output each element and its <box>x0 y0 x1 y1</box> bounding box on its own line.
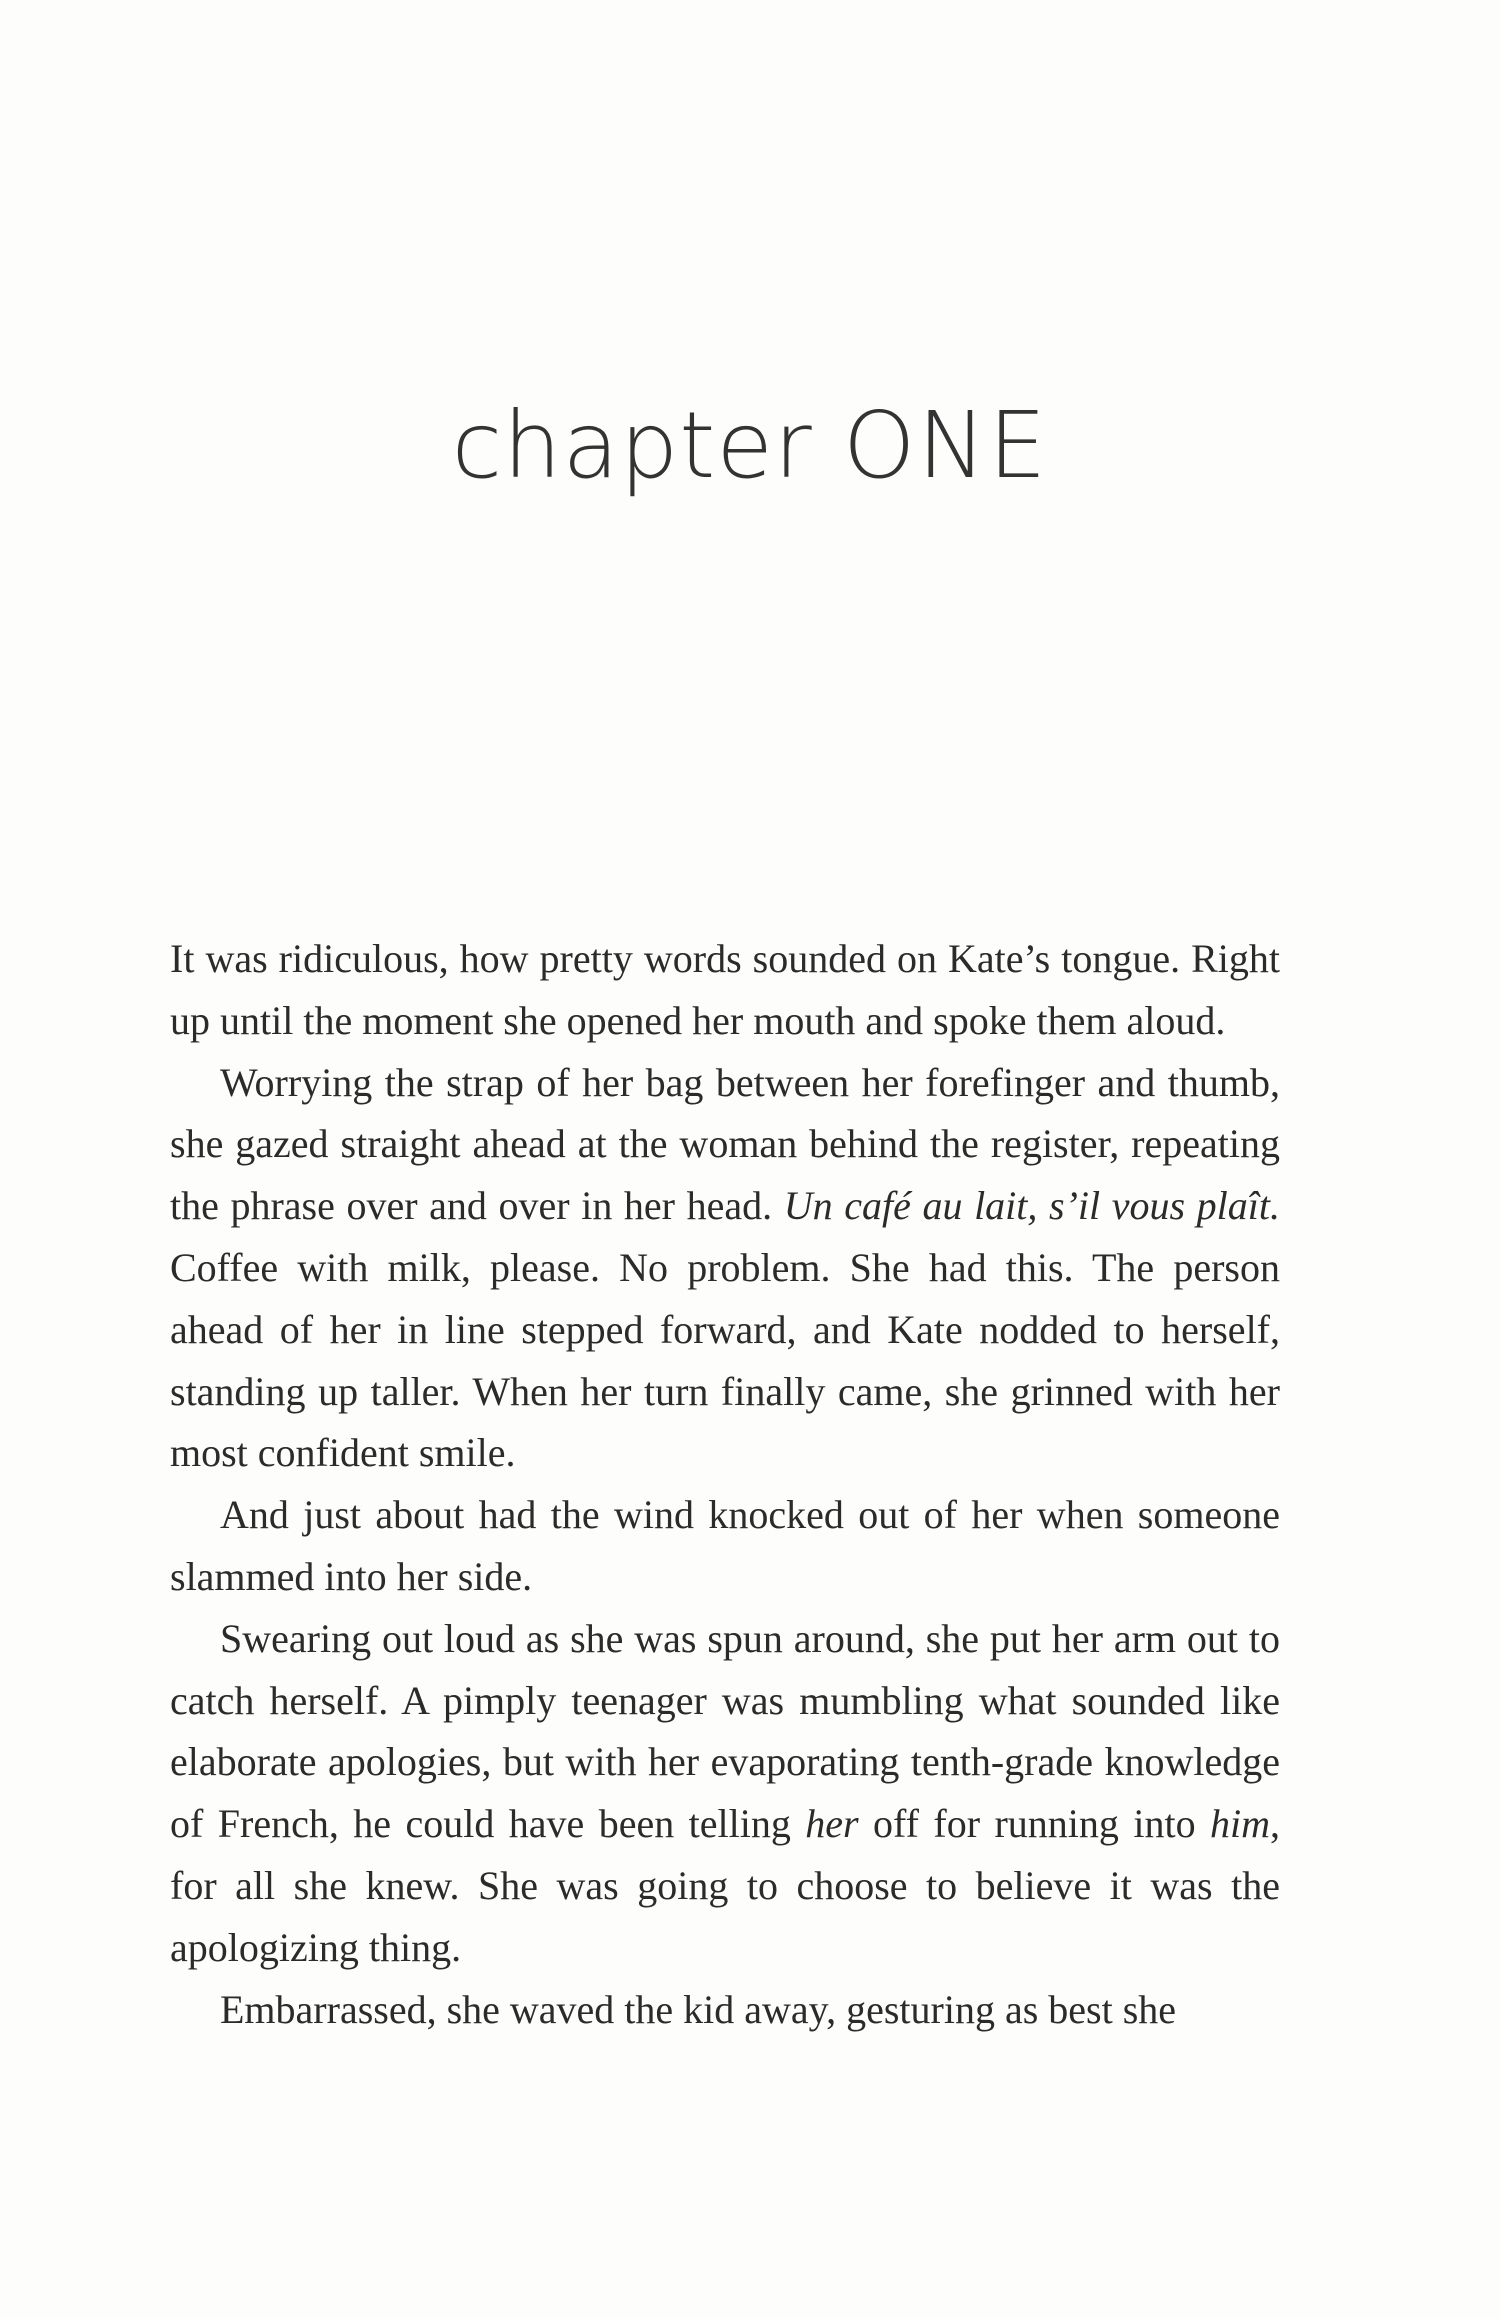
paragraph-4-text-c: , for all she knew. She was going to choose to believe it was the apologizing thing. <box>170 1801 1280 1970</box>
paragraph-4-text-a: Swearing out loud as she was spun around, she put her arm out to catch herself. A pimply teenager was mumbling what sounded like elaborate apologies, but with her evaporating tenth-grade knowledge of French, he could have been telling <box>170 1615 1280 1847</box>
paragraph-4-italic-him: him <box>1210 1801 1270 1847</box>
chapter-number: ONE <box>843 392 1049 499</box>
paragraph-3-text: And just about had the wind knocked out of her when someone slammed into her side. <box>170 1492 1280 1599</box>
paragraph-2-text-a: Worrying the strap of her bag between her forefinger and thumb, she gazed straight ahead at the woman behind the register, repeating the phrase over and over in her head. <box>170 1059 1280 1229</box>
paragraph-4-text-b: off for running into <box>858 1801 1210 1847</box>
paragraph-1 <box>170 928 1280 1052</box>
chapter-prefix: chapter <box>451 392 813 499</box>
paragraph-5-text: Embarrassed, she waved the kid away, gesturing as best she <box>220 1986 1177 2032</box>
paragraph-5 <box>170 1979 1280 2041</box>
chapter-heading <box>0 392 1500 499</box>
paragraph-1-text: It was ridiculous, how pretty words sounded on Kate’s tongue. Right up until the moment she opened her mouth and spoke them aloud. <box>170 936 1280 1043</box>
chapter-body <box>170 928 1280 2040</box>
paragraph-4 <box>170 1608 1280 1979</box>
paragraph-2-text-b: Coffee with milk, please. No problem. She had this. The person ahead of her in line stepped forward, and Kate nodded to herself, standing up taller. When her turn finally came, she grinned with her most confident smile. <box>170 1244 1280 1476</box>
paragraph-4-italic-her: her <box>805 1801 859 1847</box>
paragraph-2-italic: Un café au lait, s’il vous plaît. <box>783 1183 1281 1229</box>
paragraph-2 <box>170 1052 1280 1485</box>
paragraph-3 <box>170 1484 1280 1608</box>
